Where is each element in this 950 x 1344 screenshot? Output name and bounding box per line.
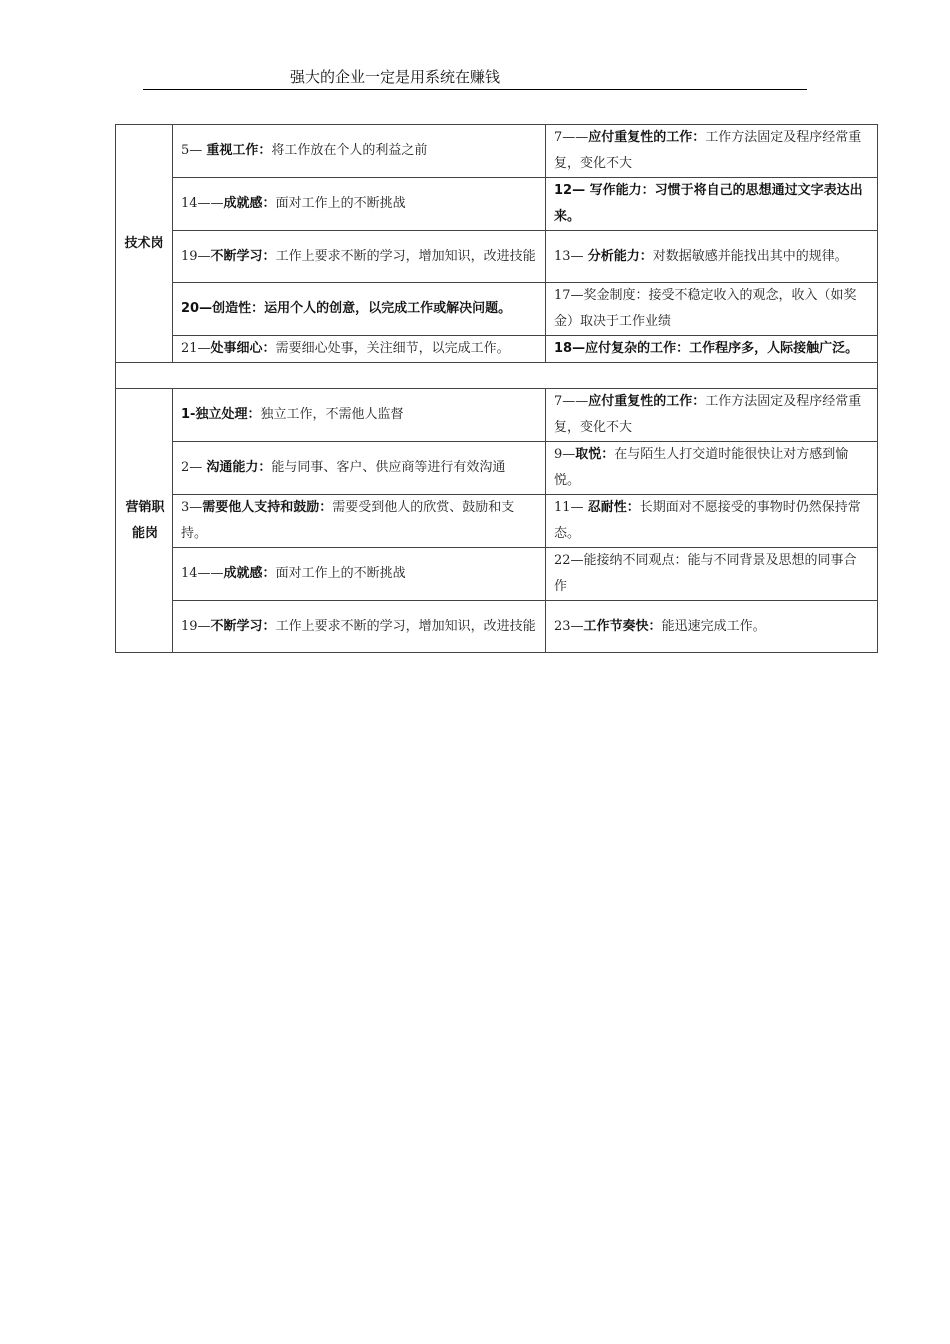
trait-cell: 14——成就感：面对工作上的不断挑战 xyxy=(173,548,546,601)
page-header-title: 强大的企业一定是用系统在赚钱 xyxy=(290,68,501,86)
trait-cell: 7——应付重复性的工作：工作方法固定及程序经常重复，变化不大 xyxy=(546,125,878,178)
role-label-tech: 技术岗 xyxy=(116,125,173,363)
trait-cell: 7——应付重复性的工作：工作方法固定及程序经常重复，变化不大 xyxy=(546,389,878,442)
table-row xyxy=(116,336,878,363)
table-row xyxy=(116,601,878,653)
trait-cell: 5— 重视工作：将工作放在个人的利益之前 xyxy=(173,125,546,178)
trait-cell: 3—需要他人支持和鼓励：需要受到他人的欣赏、鼓励和支持。 xyxy=(173,495,546,548)
spacer-cell xyxy=(116,363,878,389)
trait-cell: 14——成就感：面对工作上的不断挑战 xyxy=(173,178,546,231)
trait-cell: 19—不断学习：工作上要求不断的学习，增加知识，改进技能 xyxy=(173,601,546,653)
table-row xyxy=(116,442,878,495)
trait-cell: 20—创造性：运用个人的创意，以完成工作或解决问题。 xyxy=(173,283,546,336)
trait-cell: 12— 写作能力：习惯于将自己的思想通过文字表达出来。 xyxy=(546,178,878,231)
role-label-marketing xyxy=(116,389,173,653)
trait-cell: 13— 分析能力：对数据敏感并能找出其中的规律。 xyxy=(546,231,878,283)
table-row xyxy=(116,231,878,283)
trait-cell: 2— 沟通能力：能与同事、客户、供应商等进行有效沟通 xyxy=(173,442,546,495)
table-row xyxy=(116,125,878,178)
table-row xyxy=(116,495,878,548)
table-row xyxy=(116,389,878,442)
job-traits-table xyxy=(115,124,878,653)
section-spacer-row xyxy=(116,363,878,389)
role-label-text: 营销职能岗 xyxy=(125,499,165,541)
table-row xyxy=(116,178,878,231)
table-row xyxy=(116,283,878,336)
trait-cell: 18—应付复杂的工作：工作程序多，人际接触广泛。 xyxy=(546,336,878,363)
trait-cell: 9—取悦：在与陌生人打交道时能很快让对方感到愉悦。 xyxy=(546,442,878,495)
trait-cell: 19—不断学习：工作上要求不断的学习，增加知识，改进技能 xyxy=(173,231,546,283)
header-rule xyxy=(143,89,807,90)
trait-cell: 17—奖金制度：接受不稳定收入的观念，收入（如奖金）取决于工作业绩 xyxy=(546,283,878,336)
trait-cell: 22—能接纳不同观点：能与不同背景及思想的同事合作 xyxy=(546,548,878,601)
trait-cell: 1-独立处理：独立工作，不需他人监督 xyxy=(173,389,546,442)
trait-cell: 21—处事细心：需要细心处事，关注细节，以完成工作。 xyxy=(173,336,546,363)
trait-cell: 11— 忍耐性：长期面对不愿接受的事物时仍然保持常态。 xyxy=(546,495,878,548)
table-row xyxy=(116,548,878,601)
trait-cell: 23—工作节奏快：能迅速完成工作。 xyxy=(546,601,878,653)
